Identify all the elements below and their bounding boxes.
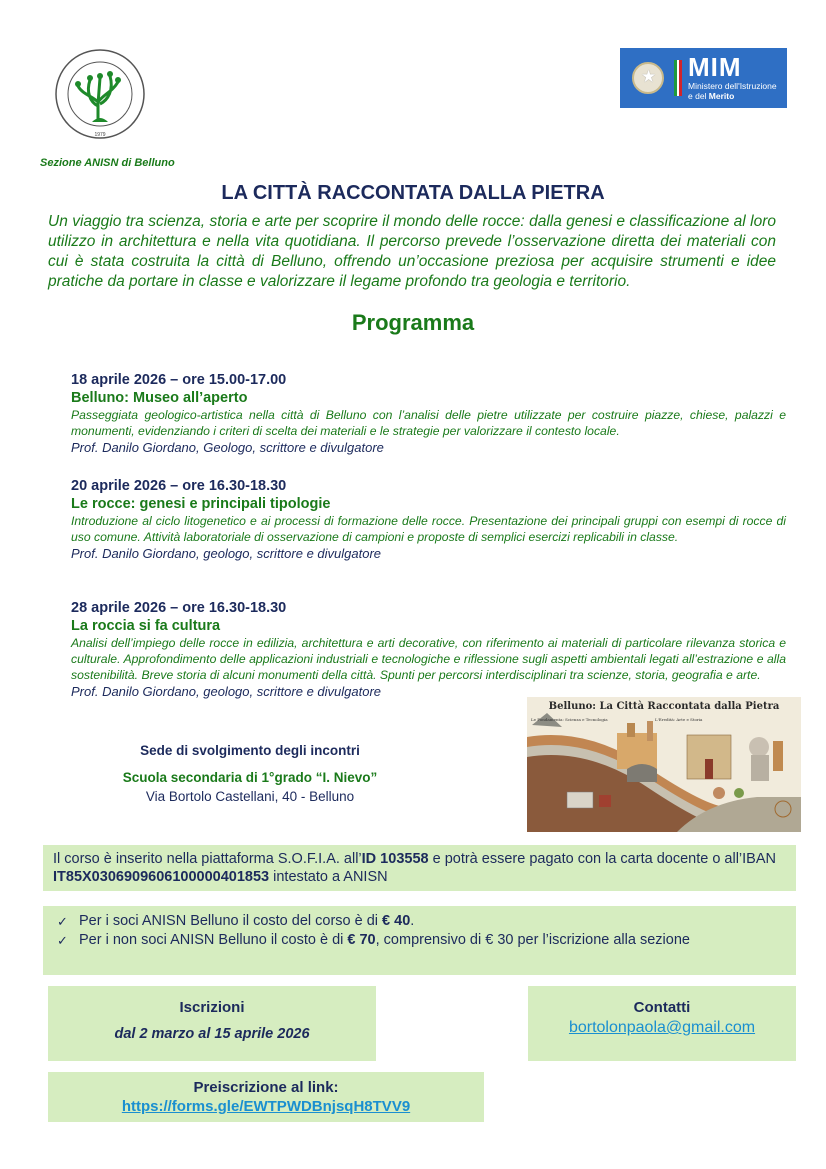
cost-text: Per i soci ANISN Belluno il costo del corso è di — [79, 913, 383, 929]
venue-school: Scuola secondaria di 1°grado “I. Nievo” — [122, 770, 378, 785]
session-2 — [71, 477, 786, 563]
anisn-tree-emblem-icon — [52, 44, 148, 144]
infographic-title: Belluno: La Città Raccontata dalla Pietra — [548, 701, 780, 712]
page-title: LA CITTÀ RACCONTATA DALLA PIETRA — [221, 182, 605, 204]
contact-email-link[interactable]: bortolonpaola@gmail.com — [568, 1019, 756, 1036]
venue-block — [90, 741, 410, 805]
session-speaker: Prof. Danilo Giordano, geologo, scrittore e divulgatore — [71, 546, 382, 561]
infographic-subtitle-right: L'Eredità: Arte e Storia — [655, 717, 703, 722]
session-description: Introduzione al ciclo litogenetico e ai processi di formazione delle rocce. Presentazione dei principali gruppi con esempi di rocce di uso comune. Attività laboratoriale di osservazione di campioni e proposte di semplici esercizi replicabili in classe. — [71, 514, 786, 544]
registration-heading: Iscrizioni — [179, 999, 245, 1016]
session-title: La roccia si fa cultura — [71, 618, 221, 634]
session-date: 28 aprile 2026 – ore 16.30-18.30 — [71, 600, 287, 616]
venue-address: Via Bortolo Castellani, 40 - Belluno — [145, 789, 355, 804]
preregistration-form-link[interactable]: https://forms.gle/EWTPWDBnjsqH8TVV9 — [121, 1098, 411, 1115]
contacts-box — [528, 986, 796, 1061]
sofia-info-box — [43, 845, 796, 891]
cost-text: . — [410, 913, 415, 929]
costs-box — [43, 906, 796, 975]
cost-amount: € 70 — [347, 932, 376, 948]
session-title: Le rocce: genesi e principali tipologie — [71, 496, 331, 512]
session-speaker: Prof. Danilo Giordano, Geologo, scrittore e divulgatore — [71, 440, 384, 455]
iban-value: IT85X0306909606100000401853 — [53, 869, 270, 885]
mim-acronym: MIM — [688, 52, 742, 83]
sofia-text: Il corso è inserito nella piattaforma S.O.F.I.A. all’ — [53, 851, 362, 867]
infographic-subtitle-left: Le Fondamenta: Scienza e Tecnologia — [531, 717, 608, 722]
cost-amount: € 40 — [382, 913, 411, 929]
sofia-text: intestato a ANISN — [269, 869, 388, 885]
registration-box — [48, 986, 376, 1061]
cost-item — [57, 931, 796, 950]
checkmark-icon: ✓ — [57, 933, 68, 948]
cost-text: Per i non soci ANISN Belluno il costo è di — [79, 932, 348, 948]
preregistration-box — [48, 1072, 484, 1122]
italian-flag-icon — [674, 60, 682, 96]
belluno-stone-infographic — [527, 697, 801, 832]
session-date: 18 aprile 2026 – ore 15.00-17.00 — [71, 372, 287, 388]
session-description: Analisi dell’impiego delle rocce in edilizia, architettura e arti decorative, con riferimento ai materiali di particolare rilevanza storica e culturale. Approfondimento delle applicazioni industriali e tecnologiche e riflessione sugli aspetti ambientali legati all’estrazione e alla sostenibilità. Breve storia di alcuni monumenti della città. Spunti per percorsi interdisciplinari tra scienze, storia, geografia e arte. — [71, 636, 786, 682]
programma-heading: Programma — [351, 310, 475, 335]
mim-line1: Ministero dell'Istruzione — [688, 81, 777, 92]
sofia-text: e potrà essere pagato con la carta docente o all’IBAN — [428, 851, 776, 867]
italian-republic-emblem-icon — [632, 62, 664, 94]
section-label: Sezione ANISN di Belluno — [40, 157, 175, 169]
mim-line2-bold: Merito — [708, 91, 735, 101]
session-speaker: Prof. Danilo Giordano, geologo, scrittore e divulgatore — [71, 684, 382, 699]
contacts-heading: Contatti — [633, 999, 691, 1016]
session-description: Passeggiata geologico-artistica nella città di Belluno con l’analisi delle pietre utilizzate per costruire piazze, chiese, palazzi e monumenti, evidenziando i criteri di scelta dei materiali e le strategie per valorizzare il contesto locale. — [71, 408, 786, 438]
session-3 — [71, 599, 786, 701]
sofia-id: ID 103558 — [361, 851, 429, 867]
registration-dates: dal 2 marzo al 15 aprile 2026 — [114, 1026, 310, 1042]
mim-ministry-name — [688, 82, 777, 102]
checkmark-icon: ✓ — [57, 914, 68, 929]
svg-text:1979: 1979 — [94, 132, 106, 138]
session-title: Belluno: Museo all’aperto — [71, 390, 248, 406]
preregistration-heading: Preiscrizione al link: — [193, 1079, 339, 1096]
intro-paragraph: Un viaggio tra scienza, storia e arte per scoprire il mondo delle rocce: dalla genesi e classificazione al loro utilizzo in architettura e nella vita quotidiana. Il percorso prevede l’osservazione diretta dei materiali con cui è stata costruita la città di Belluno, offrendo un’occasione preziosa per acquisire strumenti e idee pratiche da portare in classe e valorizzare il legame profondo tra geologia e territorio. — [48, 213, 776, 290]
cost-text: , comprensivo di € 30 per l’iscrizione alla sezione — [375, 932, 690, 948]
anisn-logo — [52, 44, 148, 144]
venue-heading: Sede di svolgimento degli incontri — [140, 743, 360, 758]
session-date: 20 aprile 2026 – ore 16.30-18.30 — [71, 478, 287, 494]
mim-logo — [620, 48, 787, 108]
session-1 — [71, 371, 786, 457]
cost-item — [57, 912, 796, 931]
mim-line2-prefix: e del — [688, 91, 709, 101]
